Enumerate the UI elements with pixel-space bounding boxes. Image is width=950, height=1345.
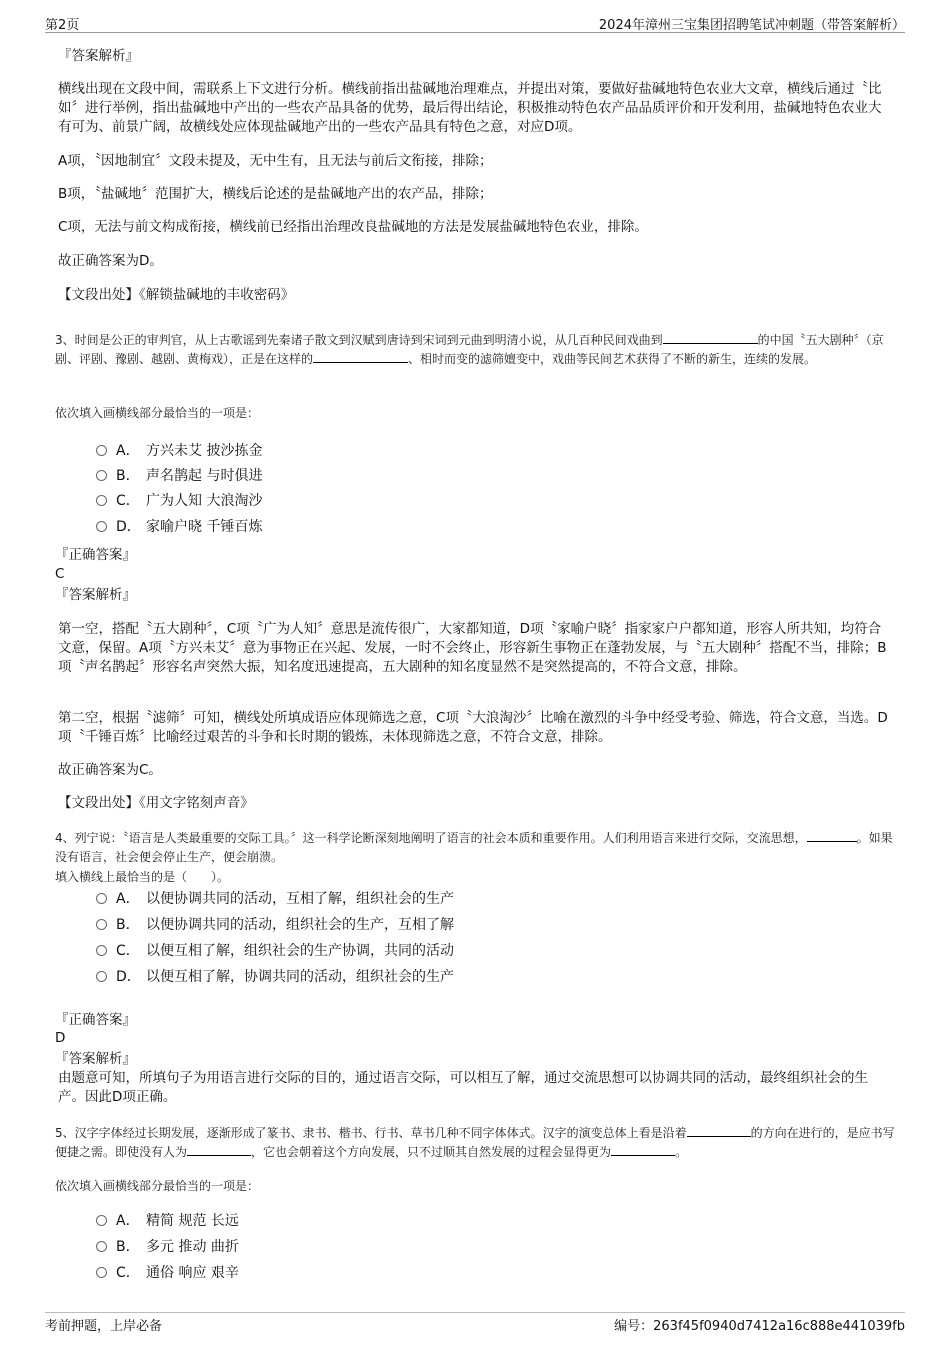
answer-conclusion: 故正确答案为D。 (58, 253, 163, 269)
option-d[interactable]: D． 家喻户晓 千锤百炼 (96, 516, 262, 538)
radio-icon[interactable] (96, 521, 107, 532)
option-c[interactable]: C． 通俗 响应 艰辛 (96, 1262, 239, 1284)
page-number: 第2页 (45, 18, 80, 33)
analysis-paragraph: 横线出现在文段中间，需联系上下文进行分析。横线前指出盐碱地治理难点，并提出对策，要做好盐碱地特色农业大文章，横线后通过〝比如〞进行举例，指出盐碱地中产出的一些农产品具备的优势，最后得出结论，积极推动特色农产品品质评价和开发利用，盐碱地特色农业大有可为、前景广阔，故横线处应体现盐碱地产出的一些农产品具有特色之意，对应D项。 (58, 81, 882, 135)
page-footer (45, 1312, 905, 1334)
fill-blank (807, 829, 857, 842)
question-prompt: 依次填入画横线部分最恰当的一项是： (55, 406, 260, 420)
analysis-paragraph: 第二空，根据〝滤筛〞可知，横线处所填成语应体现筛选之意，C项〝大浪淘沙〞比喻在激烈的斗争中经受考验、筛选，符合文意，当选。D项〝千锤百炼〞比喻经过艰苦的斗争和长时期的锻炼，未体现筛选之意，不符合文意，排除。 (58, 710, 888, 745)
fill-blank (663, 331, 758, 344)
option-d[interactable]: D． 以便互相了解，协调共同的活动，组织社会的生产 (96, 966, 454, 988)
analysis-paragraph: 由题意可知，所填句子为用语言进行交际的目的，通过语言交际，可以相互了解，通过交流思想可以协调共同的活动，最终组织社会的生产。因此D项正确。 (58, 1070, 868, 1105)
fill-blank (687, 1124, 751, 1137)
footer-slogan: 考前押题，上岸必备 (45, 1319, 163, 1334)
option-b[interactable]: B． 多元 推动 曲折 (96, 1236, 239, 1258)
option-a[interactable]: A． 方兴未艾 披沙拣金 (96, 440, 262, 462)
radio-icon[interactable] (96, 893, 107, 904)
radio-icon[interactable] (96, 1267, 107, 1278)
question-stem: 4、列宁说：〝语言是人类最重要的交际工具。〞这一科学论断深刻地阐明了语言的社会本质和重要作用。人们利用语言来进行交际，交流思想， 。如果没有语言，社会便会停止生产，便会崩溃。 (55, 831, 893, 864)
option-b[interactable]: B． 声名鹊起 与时俱进 (96, 465, 262, 487)
radio-icon[interactable] (96, 445, 107, 456)
radio-icon[interactable] (96, 470, 107, 481)
analysis-paragraph: B项，〝盐碱地〞范围扩大，横线后论述的是盐碱地产出的农产品，排除； (58, 186, 493, 202)
correct-answer: D (55, 1030, 66, 1046)
answer-label: 『正确答案』 (55, 1012, 136, 1028)
option-a[interactable]: A． 精简 规范 长远 (96, 1210, 239, 1232)
option-c[interactable]: C． 广为人知 大浪淘沙 (96, 490, 262, 512)
fill-blank (187, 1143, 251, 1156)
analysis-label: 『答案解析』 (55, 587, 136, 603)
analysis-paragraph: 第一空，搭配〝五大剧种〞，C项〝广为人知〞意思是流传很广，大家都知道，D项〝家喻户晓〞指家家户户都知道，形容人所共知，均符合文意，保留。A项〝方兴未艾〞意为事物正在兴起、发展，一时不会终止，形容新生事物正在蓬勃发展，与〝五大剧种〞搭配不当，排除；B项〝声名鹊起〞形容名声突然大振，知名度迅速提高，五大剧种的知名度显然不是突然提高的，不符合文意，排除。 (58, 621, 887, 675)
radio-icon[interactable] (96, 945, 107, 956)
correct-answer: C (55, 566, 65, 582)
document-title: 2024年漳州三宝集团招聘笔试冲刺题（带答案解析） (598, 18, 905, 33)
answer-conclusion: 故正确答案为C。 (58, 762, 162, 778)
analysis-paragraph: C项，无法与前文构成衔接，横线前已经指出治理改良盐碱地的方法是发展盐碱地特色农业，排除。 (58, 219, 648, 235)
option-c[interactable]: C． 以便互相了解，组织社会的生产协调，共同的活动 (96, 940, 454, 962)
radio-icon[interactable] (96, 1241, 107, 1252)
source-citation: 【文段出处】《用文字铭刻声音》 (58, 795, 254, 811)
option-a[interactable]: A． 以便协调共同的活动，互相了解，组织社会的生产 (96, 888, 454, 910)
fill-blank (313, 350, 408, 363)
analysis-paragraph: A项，〝因地制宜〞文段未提及，无中生有，且无法与前后文衔接，排除； (58, 153, 493, 169)
question-stem: 3、时间是公正的审判官，从上古歌谣到先秦诸子散文到汉赋到唐诗到宋词到元曲到明清小说，从几百种民间戏曲到 的中国〝五大剧种〞（京剧、评剧、豫剧、越剧、黄梅戏），正是在这样的 、相时而变的滤筛嬗变中，戏曲等民间艺术获得了不断的新生，连续的发展。 (55, 333, 884, 366)
question-prompt: 依次填入画横线部分最恰当的一项是： (55, 1179, 260, 1193)
answer-label: 『正确答案』 (55, 547, 136, 563)
question-stem: 5、汉字字体经过长期发展，逐渐形成了篆书、隶书、楷书、行书、草书几种不同字体体式。汉字的演变总体上看是沿着 的方向在进行的，是应书写便捷之需。即使没有人为 ，它也会朝着这个方向发展，只不过顺其自然发展的过程会显得更为 。 (55, 1126, 895, 1159)
option-b[interactable]: B． 以便协调共同的活动，组织社会的生产，互相了解 (96, 914, 454, 936)
page-header (45, 12, 905, 33)
radio-icon[interactable] (96, 1215, 107, 1226)
radio-icon[interactable] (96, 971, 107, 982)
analysis-label: 『答案解析』 (58, 48, 139, 64)
analysis-label: 『答案解析』 (55, 1051, 136, 1067)
source-citation: 【文段出处】《解锁盐碱地的丰收密码》 (58, 287, 295, 303)
radio-icon[interactable] (96, 919, 107, 930)
document-code: 编号：263f45f0940d7412a16c888e441039fb (614, 1319, 905, 1334)
radio-icon[interactable] (96, 495, 107, 506)
fill-blank (611, 1143, 675, 1156)
question-prompt: 填入横线上最恰当的是（ ）。 (55, 870, 230, 884)
